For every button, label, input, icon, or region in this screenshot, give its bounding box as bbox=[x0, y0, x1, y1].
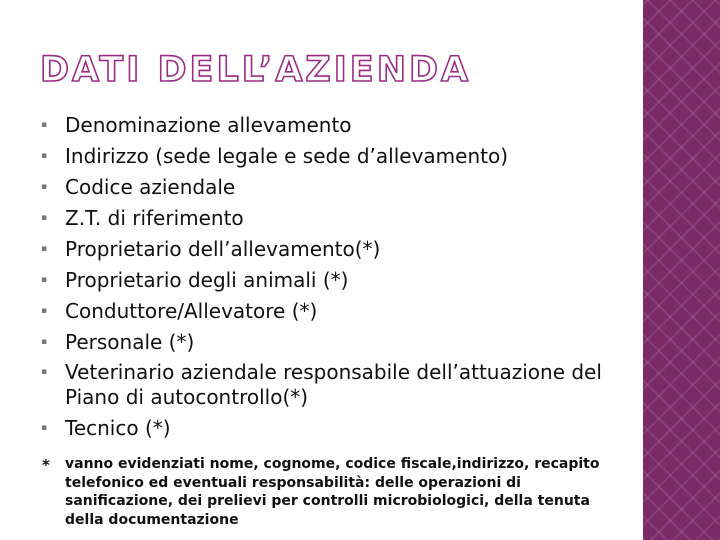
list-item: ▪ Personale (*) bbox=[40, 327, 630, 358]
list-item: ▪ Indirizzo (sede legale e sede d’allevamento) bbox=[40, 141, 630, 172]
bullet-icon: ▪ bbox=[41, 337, 48, 347]
list-item: ▪ Proprietario degli animali (*) bbox=[40, 265, 630, 296]
list-item: ▪ Denominazione allevamento bbox=[40, 110, 630, 141]
bullet-icon: ▪ bbox=[41, 367, 48, 377]
bullet-icon: ▪ bbox=[41, 275, 48, 285]
footnote bbox=[40, 455, 630, 529]
bullet-icon: ▪ bbox=[41, 244, 48, 254]
bullet-icon: ▪ bbox=[41, 182, 48, 192]
list-item: ▪ Tecnico (*) bbox=[40, 413, 630, 444]
footnote-marker: * bbox=[42, 456, 50, 474]
slide-title: DATI DELL’AZIENDA bbox=[40, 50, 472, 90]
list-item: ▪ Proprietario dell’allevamento(*) bbox=[40, 234, 630, 265]
decorative-side-panel bbox=[643, 0, 720, 540]
data-items-list bbox=[40, 110, 630, 444]
list-item: ▪ Codice aziendale bbox=[40, 172, 630, 203]
list-item: ▪ Veterinario aziendale responsabile dell’attuazione del Piano di autocontrollo(*) bbox=[41, 360, 602, 409]
bullet-icon: ▪ bbox=[41, 151, 48, 161]
list-item: ▪ Z.T. di riferimento bbox=[40, 203, 630, 234]
footnote-text: vanno evidenziati nome, cognome, codice fiscale,indirizzo, recapito telefonico ed eventuali responsabilità: delle operazioni di sanificazione, dei prelievi per controlli microbiologici, della tenuta della documentazione bbox=[65, 456, 600, 528]
bullet-icon: ▪ bbox=[41, 306, 48, 316]
bullet-icon: ▪ bbox=[41, 120, 48, 130]
bullet-icon: ▪ bbox=[41, 213, 48, 223]
list-item: ▪ Conduttore/Allevatore (*) bbox=[40, 296, 630, 327]
bullet-icon: ▪ bbox=[41, 423, 48, 433]
